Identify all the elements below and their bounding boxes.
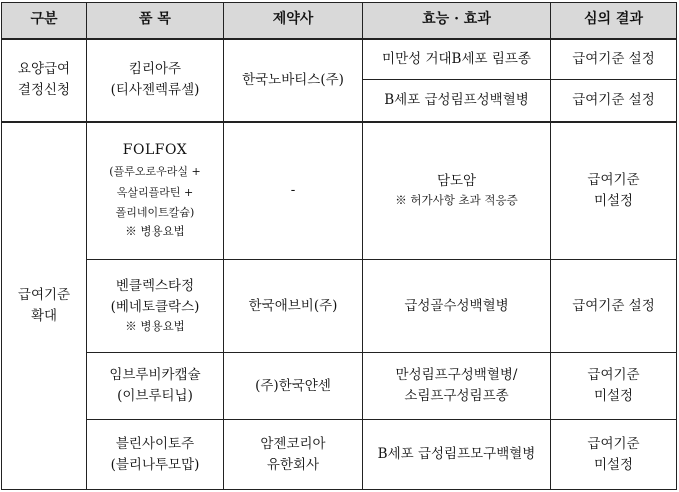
review-results-table	[1, 2, 677, 490]
product-ingredient: (티사젠렉류셀)	[110, 82, 200, 98]
efficacy-line: 소림프구성림프종	[404, 388, 509, 404]
efficacy-cell	[363, 353, 551, 420]
product-ingredient: (플루오로우라실 +	[109, 165, 201, 179]
table-row	[2, 260, 677, 353]
header-category: 구분	[2, 3, 87, 39]
product-cell	[87, 122, 224, 260]
table-row	[2, 39, 677, 80]
product-ingredient: (블리나투모맙)	[110, 456, 200, 473]
product-cell	[87, 260, 224, 353]
product-name: 임브루비카캡슐	[109, 367, 201, 384]
header-product: 품 목	[87, 3, 224, 39]
category-line: 확대	[30, 307, 58, 324]
result-line: 미설정	[593, 456, 634, 473]
efficacy-line: 만성림프구성백혈병/	[395, 367, 518, 384]
product-cell	[87, 353, 224, 420]
table-row	[2, 122, 677, 260]
company-line: 유한회사	[266, 456, 320, 473]
header-company: 제약사	[224, 3, 363, 39]
result-line: 급여기준	[587, 367, 640, 384]
result-cell	[551, 420, 677, 490]
table-row	[2, 420, 677, 490]
result-line: 미설정	[593, 388, 634, 404]
category-line: 급여기준	[17, 286, 71, 303]
company-cell	[224, 420, 363, 490]
company-cell: 한국애브비(주)	[224, 260, 363, 353]
product-name: 블린사이토주	[115, 435, 195, 452]
result-cell	[551, 353, 677, 420]
result-line: 급여기준	[587, 435, 640, 452]
result-cell: 급여기준 설정	[551, 39, 677, 80]
efficacy-cell	[363, 122, 551, 260]
product-ingredient: (이브루티닙)	[117, 388, 193, 404]
company-line: 암젠코리아	[260, 435, 326, 452]
efficacy-cell: B세포 급성림프모구백혈병	[363, 420, 551, 490]
product-ingredient: 폴리네이트칼슘)	[115, 205, 195, 219]
efficacy-line: 담도암	[436, 173, 477, 190]
product-name: FOLFOX	[122, 142, 188, 159]
header-efficacy: 효능 · 효과	[363, 3, 551, 39]
product-name: 킴리아주	[128, 61, 182, 78]
product-cell	[87, 420, 224, 490]
header-row	[2, 3, 677, 39]
product-cell	[87, 39, 224, 122]
company-cell: -	[224, 122, 363, 260]
efficacy-cell: 급성골수성백혈병	[363, 260, 551, 353]
efficacy-cell: B세포 급성림프성백혈병	[363, 80, 551, 122]
result-line: 급여기준	[587, 171, 640, 188]
combination-note: ※ 병용요법	[125, 319, 185, 334]
category-line: 결정신청	[17, 82, 71, 98]
company-cell: 한국노바티스(주)	[224, 39, 363, 122]
result-cell: 급여기준 설정	[551, 80, 677, 122]
result-cell	[551, 122, 677, 260]
product-ingredient: (베네토클락스)	[110, 299, 200, 316]
result-cell: 급여기준 설정	[551, 260, 677, 353]
efficacy-cell: 미만성 거대B세포 림프종	[363, 39, 551, 80]
category-cell	[2, 39, 87, 122]
category-cell	[2, 122, 87, 490]
product-ingredient: 옥살리플라틴 +	[116, 185, 194, 199]
off-label-note: ※ 허가사항 초과 적응증	[395, 193, 518, 208]
company-cell: (주)한국얀센	[224, 353, 363, 420]
category-line: 요양급여	[17, 61, 71, 78]
product-name: 벤클렉스타정	[115, 278, 195, 295]
table-row	[2, 353, 677, 420]
combination-note: ※ 병용요법	[125, 224, 185, 239]
result-line: 미설정	[593, 192, 634, 209]
header-result: 심의 결과	[551, 3, 677, 39]
